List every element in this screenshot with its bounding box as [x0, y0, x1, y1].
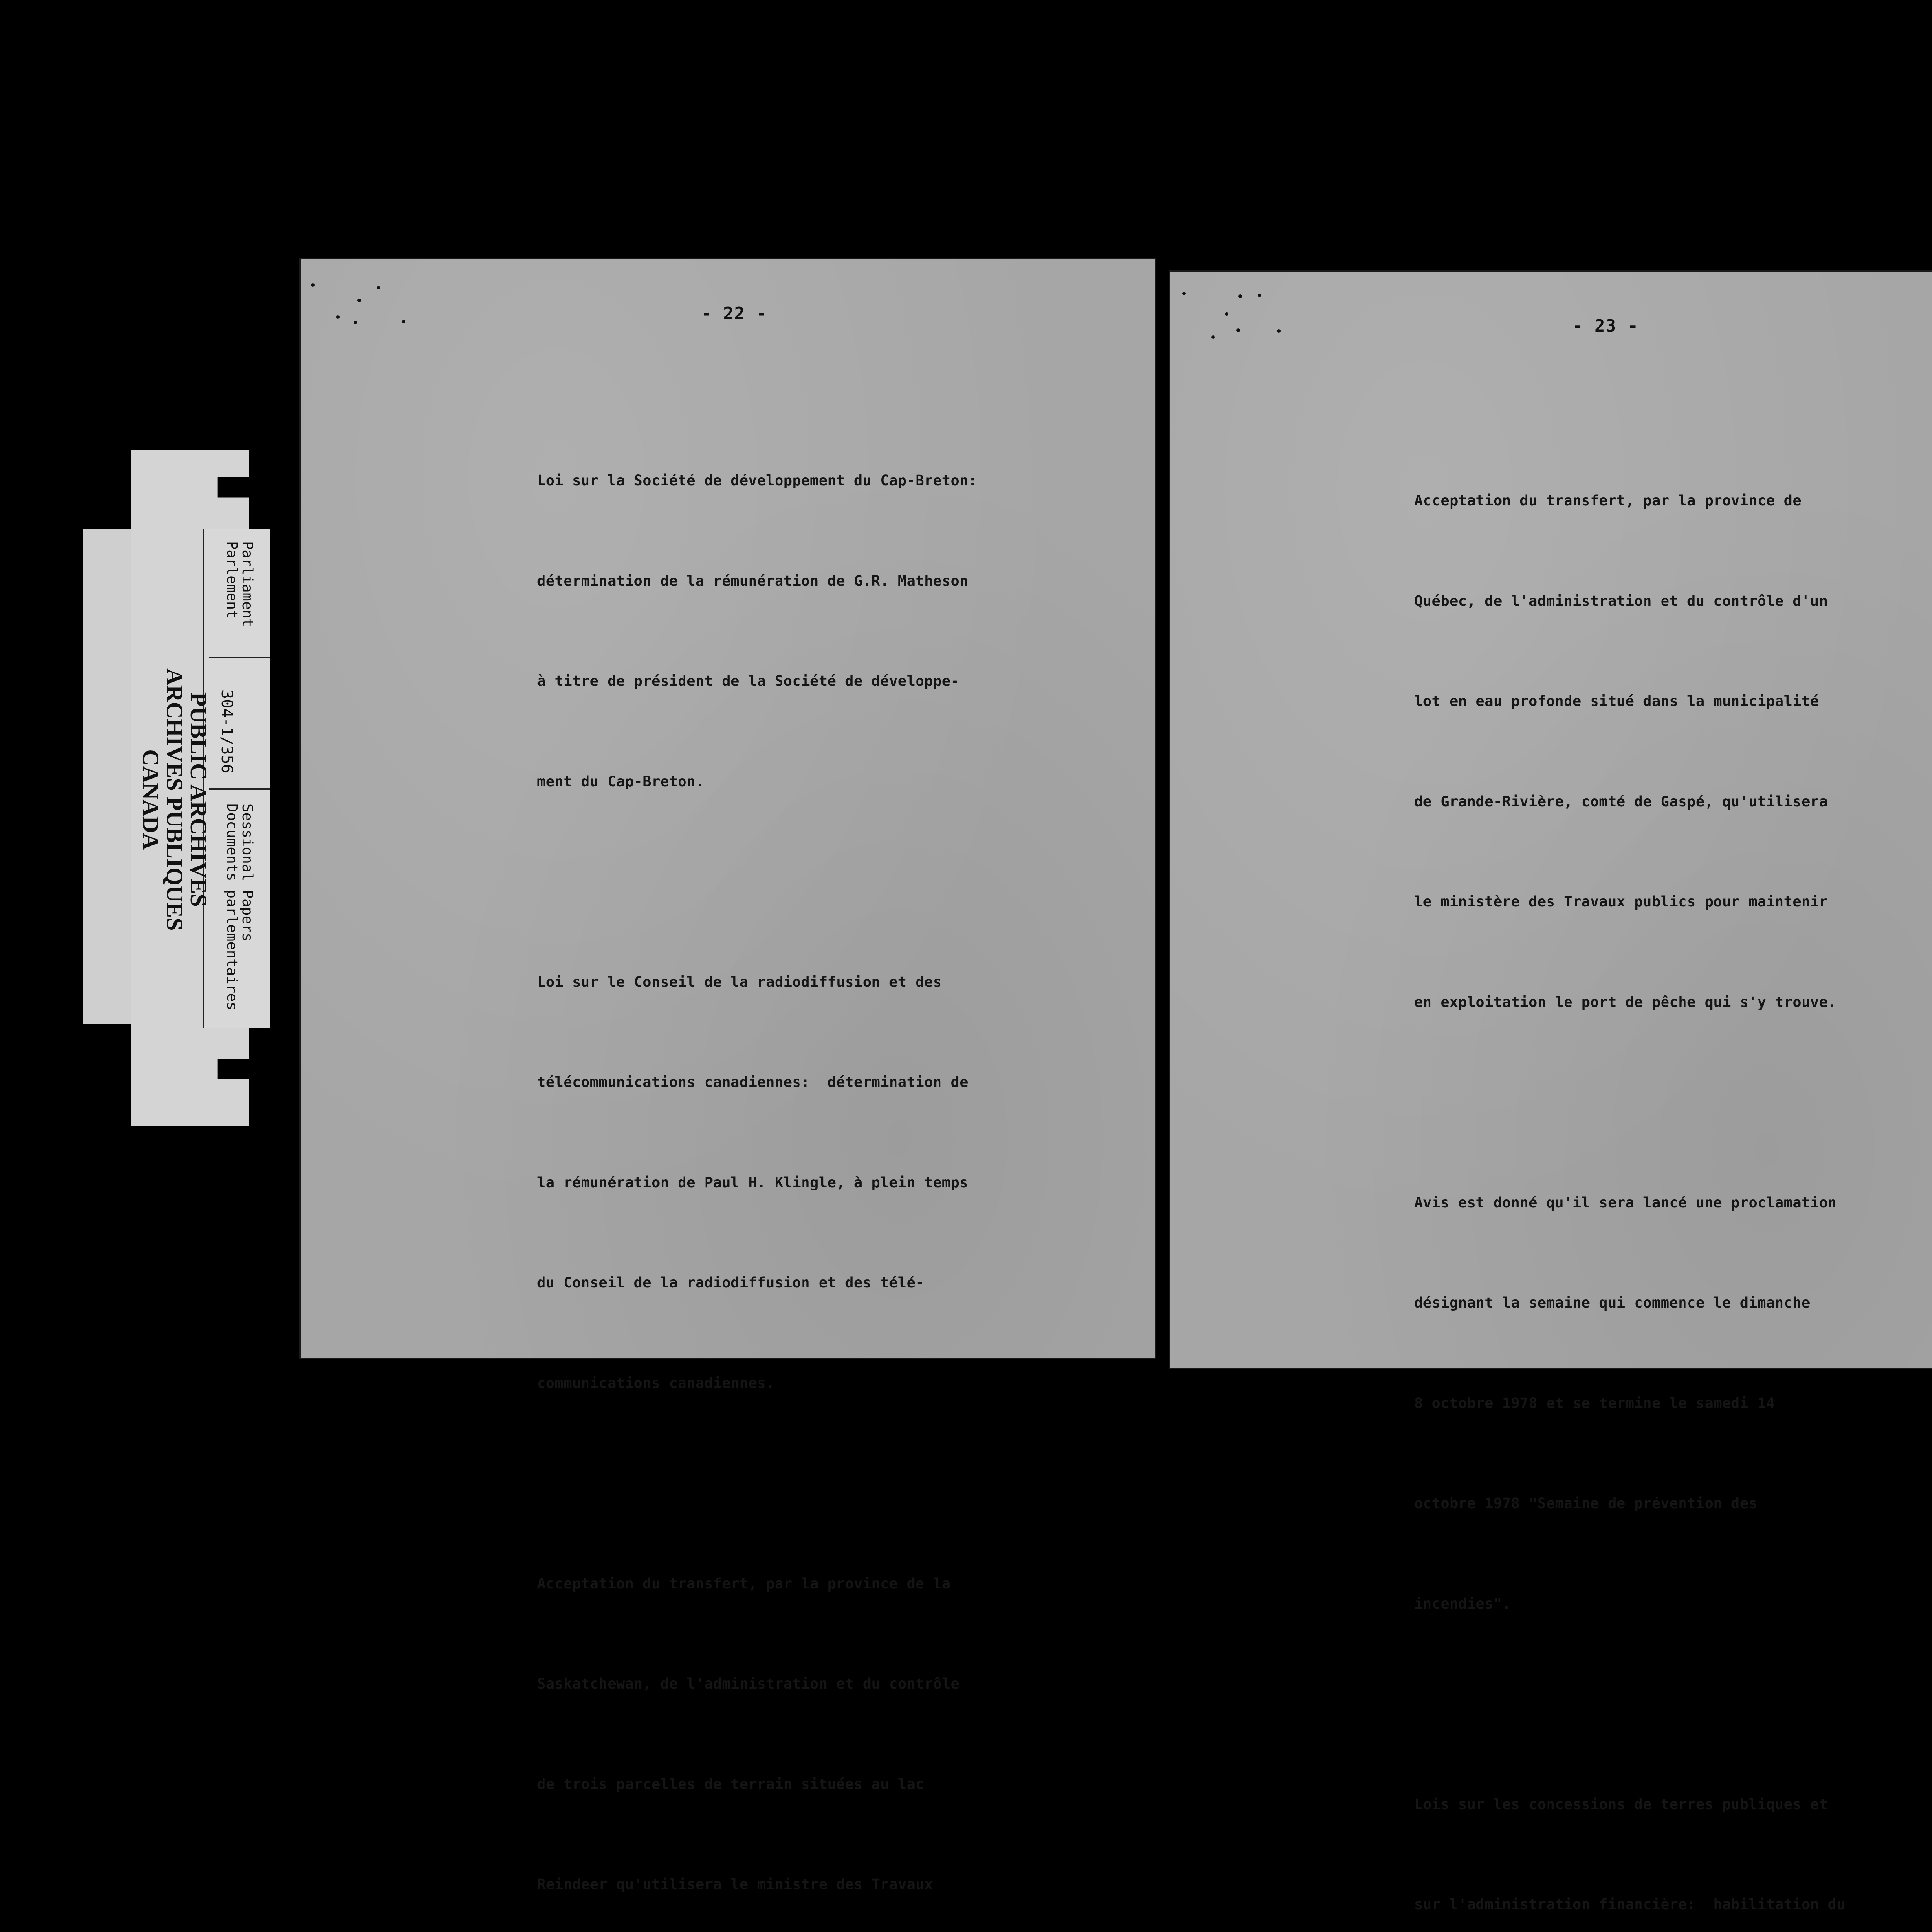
- punch-mark: [402, 320, 405, 323]
- text-line: Lois sur les concessions de terres publiques et: [1414, 1796, 1828, 1813]
- archives-title-line: ARCHIVES PUBLIQUES: [162, 668, 187, 931]
- paragraph-gap: [1414, 1086, 1928, 1119]
- page-body: [537, 397, 1078, 1932]
- punch-mark: [357, 299, 361, 302]
- text-line: 8 octobre 1978 et se termine le samedi 14: [1414, 1395, 1775, 1412]
- text-line: du Conseil de la radiodiffusion et des télé-: [537, 1274, 925, 1291]
- text-line: Acceptation du transfert, par la province de la: [537, 1575, 951, 1592]
- punch-mark: [1225, 312, 1228, 316]
- text-line: désignant la semaine qui commence le dimanche: [1414, 1294, 1810, 1311]
- archives-title-line: PUBLIC ARCHIVES: [186, 692, 211, 907]
- text-line: Loi sur le Conseil de la radiodiffusion et des: [537, 973, 942, 990]
- text-line: Acceptation du transfert, par la province de: [1414, 492, 1802, 509]
- text-line: détermination de la rémunération de G.R. Matheson: [537, 572, 969, 589]
- text-line: communications canadiennes.: [537, 1374, 775, 1391]
- text-line: ment du Cap-Breton.: [537, 773, 704, 790]
- text-line: Saskatchewan, de l'administration et du contrôle: [537, 1675, 960, 1692]
- punch-mark: [1277, 329, 1281, 333]
- text-line: de trois parcelles de terrain situées au lac: [537, 1776, 925, 1793]
- text-line: Loi sur la Société de développement du Cap-Breton:: [537, 472, 977, 489]
- text-line: en exploitation le port de pêche qui s'y trouve.: [1414, 993, 1837, 1010]
- label-divider: [209, 788, 270, 790]
- text-line: de Grande-Rivière, comté de Gaspé, qu'utilisera: [1414, 793, 1828, 810]
- punch-mark: [1238, 294, 1242, 298]
- sessional-label-line: Documents parlementaires: [224, 804, 240, 1010]
- page-number: - 23 -: [1573, 316, 1639, 336]
- page-body: [1414, 417, 1928, 1932]
- text-line: le ministère des Travaux publics pour maintenir: [1414, 893, 1828, 910]
- page-number: - 22 -: [701, 304, 767, 323]
- punch-mark: [1258, 294, 1261, 297]
- text-line: à titre de président de la Société de développe-: [537, 673, 960, 689]
- punch-mark: [336, 315, 340, 319]
- text-line: télécommunications canadiennes: détermination de: [537, 1074, 969, 1090]
- parliament-label-line: Parlement: [224, 541, 240, 619]
- punch-mark: [1182, 292, 1186, 295]
- punch-mark: [377, 286, 380, 289]
- punch-mark: [311, 283, 315, 287]
- punch-mark: [354, 321, 357, 324]
- label-divider: [209, 657, 270, 658]
- text-line: Reindeer qu'utilisera le ministre des Travaux: [537, 1876, 933, 1893]
- text-line: lot en eau profonde situé dans la municipalité: [1414, 693, 1819, 709]
- sessional-label-line: Sessional Papers: [239, 804, 256, 942]
- archives-title: [139, 668, 211, 931]
- text-line: Québec, de l'administration et du contrôle d'un: [1414, 592, 1828, 609]
- punch-mark: [1211, 335, 1215, 339]
- text-line: octobre 1978 "Semaine de prévention des: [1414, 1495, 1758, 1512]
- call-number: 304-1/356: [218, 690, 236, 774]
- paragraph-gap: [537, 865, 1078, 899]
- parliament-label-line: Parliament: [239, 541, 256, 627]
- text-line: incendies".: [1414, 1595, 1511, 1612]
- paragraph-gap: [1414, 1687, 1928, 1721]
- text-line: Avis est donné qu'il sera lancé une proclamation: [1414, 1194, 1837, 1211]
- text-line: la rémunération de Paul H. Klingle, à plein temps: [537, 1174, 969, 1191]
- document-page-right: [1169, 270, 1932, 1913]
- paragraph-gap: [537, 1467, 1078, 1500]
- punch-mark: [1236, 328, 1240, 332]
- archives-title-line: CANADA: [138, 749, 163, 850]
- parliament-label: [224, 541, 255, 627]
- document-page-left: [299, 258, 1156, 1893]
- text-line: sur l'administration financière: habilitation du: [1414, 1896, 1846, 1913]
- sessional-label: [224, 804, 255, 1010]
